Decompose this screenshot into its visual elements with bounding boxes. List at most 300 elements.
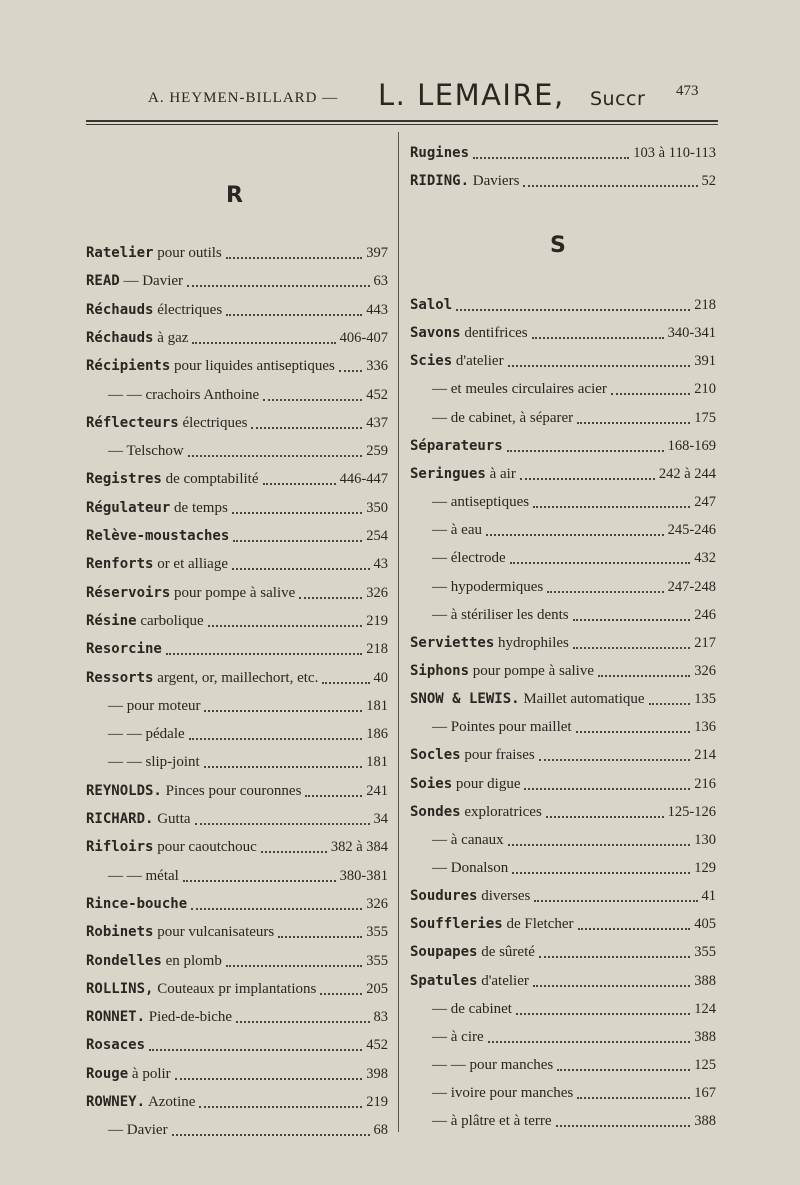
index-entry-label — [86, 556, 228, 573]
index-entry-text: Gutta — [153, 811, 191, 827]
index-entry-text: pour liquides antiseptiques — [170, 358, 335, 375]
index-entry-label — [86, 613, 204, 630]
index-entry-text: d'atelier — [477, 972, 529, 989]
index-entry-text: — hypodermiques — [432, 578, 544, 595]
index-entry-label — [86, 839, 257, 856]
index-entry — [86, 804, 388, 828]
index-entry-text: — électrode — [432, 550, 506, 567]
dot-leader — [166, 653, 362, 655]
page-reference: 245-246 — [667, 522, 716, 539]
index-entry-text: — Telschow — [108, 443, 184, 460]
dot-leader — [598, 675, 690, 677]
page-reference: 355 — [694, 944, 716, 961]
dot-leader — [236, 1021, 369, 1023]
dot-leader — [486, 534, 664, 536]
index-entry-keyword: Robinets — [86, 924, 154, 941]
index-entry-text: à gaz — [153, 329, 189, 346]
index-entry-label — [410, 494, 529, 511]
index-entry-keyword: Réflecteurs — [86, 414, 179, 431]
dot-leader — [507, 450, 664, 452]
index-entry-keyword: READ — [86, 273, 120, 290]
index-entry-label — [410, 747, 535, 764]
dot-leader — [320, 993, 362, 995]
index-entry — [410, 138, 716, 162]
page-reference: 34 — [373, 811, 388, 827]
page-reference: 218 — [366, 641, 388, 658]
header-successor: Succr — [590, 88, 646, 110]
index-entry-text: pour fraises — [460, 747, 535, 764]
index-entry-keyword: Relève-moustaches — [86, 528, 230, 544]
index-entry-keyword: Rugines — [410, 145, 470, 161]
index-entry — [86, 606, 388, 630]
index-entry-keyword: RIDING. — [410, 173, 470, 190]
index-entry — [86, 889, 388, 913]
page-reference: 405 — [694, 916, 716, 933]
index-entry — [410, 769, 716, 793]
index-entry-text: Maillet automatique — [519, 691, 645, 708]
index-entry-label — [410, 1001, 512, 1018]
index-entry-keyword: Rosaces — [86, 1037, 146, 1054]
index-entry-label — [86, 1066, 171, 1083]
dot-leader — [233, 540, 362, 542]
page-reference: 247-248 — [667, 578, 716, 595]
dot-leader — [539, 759, 691, 761]
header-rule-thin — [86, 124, 718, 125]
index-entry-label — [86, 953, 222, 970]
index-entry — [86, 266, 388, 290]
index-entry-keyword: Registres — [86, 471, 162, 488]
page-reference: 452 — [366, 1037, 388, 1054]
dot-leader — [183, 880, 336, 882]
index-entry-label — [410, 297, 452, 314]
index-entry — [410, 853, 716, 877]
index-entry-keyword: Ressorts — [86, 669, 154, 686]
dot-leader — [533, 506, 690, 508]
page-reference: 167 — [694, 1085, 716, 1102]
index-entry-label — [410, 973, 529, 990]
index-entry-keyword: Serviettes — [410, 634, 495, 651]
index-entry — [86, 408, 388, 432]
index-entry-label — [86, 1037, 145, 1054]
page-reference: 175 — [694, 409, 716, 426]
page-reference: 129 — [694, 860, 716, 876]
dot-leader — [539, 956, 690, 958]
index-entry-text: électriques — [153, 301, 223, 318]
index-entry-keyword: Resorcine — [86, 641, 162, 658]
index-entry-label — [410, 944, 535, 961]
page-reference: 247 — [694, 494, 716, 511]
page-reference: 125 — [694, 1057, 716, 1074]
index-entry-label — [86, 698, 200, 715]
page-reference: 443 — [366, 301, 388, 318]
index-entry-keyword: Siphons — [410, 662, 470, 679]
index-entry — [86, 1030, 388, 1054]
page-reference: 326 — [694, 662, 716, 679]
index-entry-label — [86, 1009, 232, 1026]
dot-leader — [510, 562, 691, 564]
index-entry — [86, 464, 388, 488]
index-entry-keyword: Rondelles — [86, 952, 162, 969]
dot-leader — [512, 872, 690, 874]
index-entry — [86, 380, 388, 404]
index-entry — [410, 628, 716, 652]
index-entry — [86, 974, 388, 998]
page-number: 473 — [676, 83, 699, 99]
index-entry — [86, 861, 388, 885]
index-entry-text: — et meules circulaires acier — [432, 381, 607, 398]
dot-leader — [208, 625, 363, 627]
index-entry-label — [86, 1122, 168, 1139]
index-entry — [410, 994, 716, 1018]
index-entry-keyword: Soupapes — [410, 944, 478, 961]
page-reference: 326 — [366, 584, 388, 601]
page-reference: 168-169 — [667, 437, 716, 454]
index-entry — [410, 431, 716, 455]
dot-leader — [192, 342, 335, 344]
index-entry — [86, 747, 388, 771]
index-entry-text: argent, or, maillechort, etc. — [153, 669, 319, 686]
index-entry-keyword: Seringues — [410, 465, 486, 482]
index-entry-label — [86, 670, 318, 687]
page-reference: 83 — [373, 1009, 388, 1026]
index-entry-text: — — crachoirs Anthoine — [108, 386, 260, 403]
page-reference: 40 — [373, 669, 388, 686]
index-entry-keyword: Savons — [410, 325, 461, 342]
page-reference: 380-381 — [339, 867, 388, 884]
index-entry-text: diverses — [477, 888, 531, 905]
index-entry-keyword: RICHARD. — [86, 811, 154, 827]
index-entry — [86, 1002, 388, 1026]
page-reference: 432 — [694, 550, 716, 567]
page-reference: 246 — [694, 606, 716, 623]
index-entry — [410, 1022, 716, 1046]
index-entry-label — [86, 443, 184, 460]
page-reference: 350 — [366, 499, 388, 516]
index-entry — [410, 881, 716, 905]
index-entry-label — [86, 754, 200, 771]
index-entry — [410, 374, 716, 398]
page-reference: 205 — [366, 980, 388, 997]
dot-leader — [263, 399, 362, 401]
dot-leader — [172, 1134, 370, 1136]
dot-leader — [232, 512, 362, 514]
page-reference: 382 à 384 — [330, 839, 388, 856]
page-reference: 254 — [366, 528, 388, 544]
dot-leader — [546, 816, 664, 818]
page-reference: 125-126 — [667, 803, 716, 820]
index-entry-label — [86, 924, 274, 941]
page-reference: 446-447 — [339, 471, 388, 488]
dot-leader — [508, 365, 691, 367]
dot-leader — [557, 1069, 690, 1071]
index-entry-keyword: SNOW & LEWIS. — [410, 691, 520, 708]
page-reference: 217 — [694, 634, 716, 651]
index-entry-keyword: Ratelier — [86, 245, 154, 261]
index-entry-label — [86, 726, 185, 743]
index-entry-label — [410, 1113, 552, 1130]
index-entry-text: — — métal — [108, 867, 179, 884]
dot-leader — [576, 731, 691, 733]
index-entry-label — [410, 353, 504, 370]
page-reference: 41 — [701, 888, 716, 905]
page-reference: 437 — [366, 414, 388, 431]
index-entry — [86, 719, 388, 743]
index-entry — [86, 691, 388, 715]
index-entry-keyword: Socles — [410, 747, 461, 764]
dot-leader — [189, 738, 363, 740]
index-entry-text: — Davier — [119, 273, 184, 290]
index-entry-text: de Fletcher — [502, 916, 574, 933]
index-entry — [410, 346, 716, 370]
index-entry — [410, 403, 716, 427]
index-entry — [410, 937, 716, 961]
dot-leader — [532, 337, 664, 339]
dot-leader — [251, 427, 362, 429]
index-entry — [410, 740, 716, 764]
index-entry-keyword: Régulateur — [86, 499, 171, 516]
page-reference: 216 — [694, 775, 716, 792]
index-entry-text: — Donalson — [432, 860, 509, 876]
index-entry-keyword: Soudures — [410, 888, 478, 905]
dot-leader — [263, 483, 336, 485]
page-reference: 210 — [694, 381, 716, 398]
page-reference: 136 — [694, 719, 716, 736]
page-reference: 388 — [694, 1113, 716, 1130]
index-entry — [410, 1050, 716, 1074]
index-entry-label — [86, 585, 295, 602]
index-entry-label — [86, 1094, 195, 1111]
page-reference: 242 à 244 — [658, 465, 716, 482]
index-entry — [86, 946, 388, 970]
index-entry-keyword: Salol — [410, 297, 453, 313]
page-reference: 452 — [366, 386, 388, 403]
index-entry-label — [86, 471, 259, 488]
index-entry — [86, 663, 388, 687]
index-entry — [410, 487, 716, 511]
index-entry-label — [410, 691, 645, 708]
index-entry — [86, 1059, 388, 1083]
index-entry-label — [410, 579, 543, 596]
index-entry-text: — — pédale — [108, 726, 185, 743]
page-reference: 214 — [694, 747, 716, 764]
dot-leader — [204, 766, 363, 768]
dot-leader — [191, 908, 362, 910]
index-entry — [86, 1115, 388, 1139]
index-entry-text: électriques — [178, 414, 248, 431]
dot-leader — [578, 928, 691, 930]
page-reference: 186 — [366, 726, 388, 743]
index-entry-text: carbolique — [136, 612, 204, 629]
index-entry — [86, 323, 388, 347]
index-entry-label — [410, 663, 594, 680]
page-reference: 219 — [366, 1094, 388, 1110]
index-entry — [410, 909, 716, 933]
index-entry-label — [86, 783, 301, 800]
index-entry-text: — pour moteur — [108, 697, 201, 714]
index-entry-text: Couteaux pr implantations — [153, 980, 317, 997]
index-entry — [86, 521, 388, 545]
index-entry-text: — à eau — [432, 522, 482, 539]
index-entry-text: — à stériliser les dents — [432, 606, 569, 623]
index-entry-text: Pied-de-biche — [145, 1009, 233, 1026]
page-reference: 397 — [366, 245, 388, 261]
index-entry-keyword: Réservoirs — [86, 584, 171, 601]
section-letter-s: S — [550, 233, 566, 258]
index-entry-keyword: Réchauds — [86, 301, 154, 318]
index-entry — [410, 684, 716, 708]
header-rule — [86, 120, 718, 122]
dot-leader — [226, 965, 362, 967]
index-entry-label — [410, 1085, 573, 1102]
page-reference: 398 — [366, 1065, 388, 1082]
dot-leader — [577, 1097, 690, 1099]
dot-leader — [187, 285, 369, 287]
index-entry-label — [86, 981, 316, 998]
dot-leader — [508, 844, 691, 846]
page-reference: 52 — [701, 173, 716, 190]
index-entry — [410, 825, 716, 849]
index-entry — [410, 600, 716, 624]
index-entry-text: en plomb — [161, 952, 222, 969]
dot-leader — [556, 1125, 691, 1127]
index-entry-label — [410, 438, 503, 455]
index-entry — [86, 493, 388, 517]
page-reference: 68 — [373, 1122, 388, 1139]
index-entry-label — [86, 641, 162, 658]
index-entry-keyword: ROLLINS, — [86, 980, 154, 997]
index-entry-text: pour pompe à salive — [170, 584, 296, 601]
index-entry-text: — Davier — [108, 1122, 168, 1139]
index-entry-text: — Pointes pour maillet — [432, 719, 572, 736]
index-entry-text: — — slip-joint — [108, 754, 200, 771]
page-reference: 218 — [694, 297, 716, 313]
index-entry — [86, 776, 388, 800]
dot-leader — [278, 936, 362, 938]
page-reference: 241 — [366, 782, 388, 799]
index-entry-keyword: Résine — [86, 612, 137, 629]
index-entry-text: Azotine — [145, 1094, 196, 1110]
page-reference: 388 — [694, 1028, 716, 1045]
page-reference: 130 — [694, 831, 716, 848]
index-entry — [86, 917, 388, 941]
index-entry — [410, 1106, 716, 1130]
index-entry-keyword: Spatules — [410, 972, 478, 989]
index-entry — [410, 166, 716, 190]
dot-leader — [226, 314, 362, 316]
index-entry-keyword: RONNET. — [86, 1009, 146, 1026]
index-entry-label — [410, 635, 569, 652]
dot-leader — [322, 682, 369, 684]
index-entry-text: à polir — [128, 1065, 171, 1082]
index-entry-keyword: REYNOLDS. — [86, 782, 162, 799]
dot-leader — [547, 591, 663, 593]
dot-leader — [488, 1041, 691, 1043]
index-entry-text: pour digue — [452, 775, 521, 792]
page-reference: 326 — [366, 895, 388, 912]
dot-leader — [524, 788, 690, 790]
index-entry-keyword: Sondes — [410, 803, 461, 820]
page-reference: 406-407 — [339, 329, 388, 346]
dot-leader — [188, 455, 363, 457]
index-entry-label — [410, 1029, 484, 1046]
page-reference: 355 — [366, 952, 388, 969]
index-entry-label — [410, 916, 574, 933]
index-entry-text: de comptabilité — [161, 471, 259, 488]
index-entry-label — [86, 330, 188, 347]
dot-leader — [232, 568, 370, 570]
index-entry-text: pour vulcanisateurs — [153, 924, 275, 941]
index-entry-label — [410, 522, 482, 539]
index-entry-label — [410, 860, 508, 877]
index-entry-text: de sûreté — [477, 944, 535, 961]
index-entry-text: d'atelier — [452, 353, 504, 370]
index-entry-text: — de cabinet — [432, 1000, 512, 1017]
index-entry-label — [410, 325, 528, 342]
index-entry-label — [86, 302, 222, 319]
index-entry-label — [86, 387, 259, 404]
page-reference: 391 — [694, 353, 716, 370]
index-entry-text: — à canaux — [432, 831, 504, 848]
dot-leader — [520, 478, 655, 480]
index-entry-text: de temps — [170, 499, 228, 516]
index-entry-keyword: Séparateurs — [410, 437, 503, 454]
page-reference: 43 — [373, 556, 388, 573]
index-entry — [86, 351, 388, 375]
dot-leader — [199, 1106, 362, 1108]
page-reference: 63 — [373, 273, 388, 290]
index-entry — [86, 1087, 388, 1111]
index-entry-text: Pinces pour couronnes — [161, 782, 302, 799]
index-entry — [410, 318, 716, 342]
page-reference: 259 — [366, 443, 388, 460]
index-entry-keyword: Rifloirs — [86, 839, 154, 856]
index-entry-text: — à cire — [432, 1028, 484, 1045]
index-entry — [86, 238, 388, 262]
page-reference: 135 — [694, 691, 716, 708]
dot-leader — [534, 900, 697, 902]
dot-leader — [195, 823, 370, 825]
index-entry-label — [410, 832, 504, 849]
index-entry — [410, 515, 716, 539]
index-entry — [410, 712, 716, 736]
dot-leader — [573, 647, 690, 649]
index-entry-text: — ivoire pour manches — [432, 1085, 574, 1102]
index-entry-text: pour caoutchouc — [153, 839, 257, 856]
index-entry-keyword: Scies — [410, 353, 453, 370]
index-entry-text: or et alliage — [153, 556, 228, 573]
index-entry-text: — à plâtre et à terre — [432, 1113, 552, 1130]
index-entry — [410, 572, 716, 596]
page-reference: 124 — [694, 1000, 716, 1017]
page-reference: 103 à 110-113 — [633, 145, 716, 161]
index-entry-label — [410, 804, 542, 821]
index-entry — [410, 966, 716, 990]
page-reference: 355 — [366, 924, 388, 941]
dot-leader — [226, 257, 362, 259]
index-entry-label — [410, 888, 530, 905]
index-entry — [410, 459, 716, 483]
index-entry — [410, 290, 716, 314]
dot-leader — [473, 157, 629, 159]
column-divider — [398, 132, 399, 1132]
index-entry-label — [86, 868, 179, 885]
index-entry — [410, 543, 716, 567]
index-entry — [410, 1078, 716, 1102]
dot-leader — [261, 851, 327, 853]
index-entry-text: hydrophiles — [494, 634, 569, 651]
index-entry-label — [410, 145, 469, 162]
index-entry-label — [410, 776, 520, 793]
